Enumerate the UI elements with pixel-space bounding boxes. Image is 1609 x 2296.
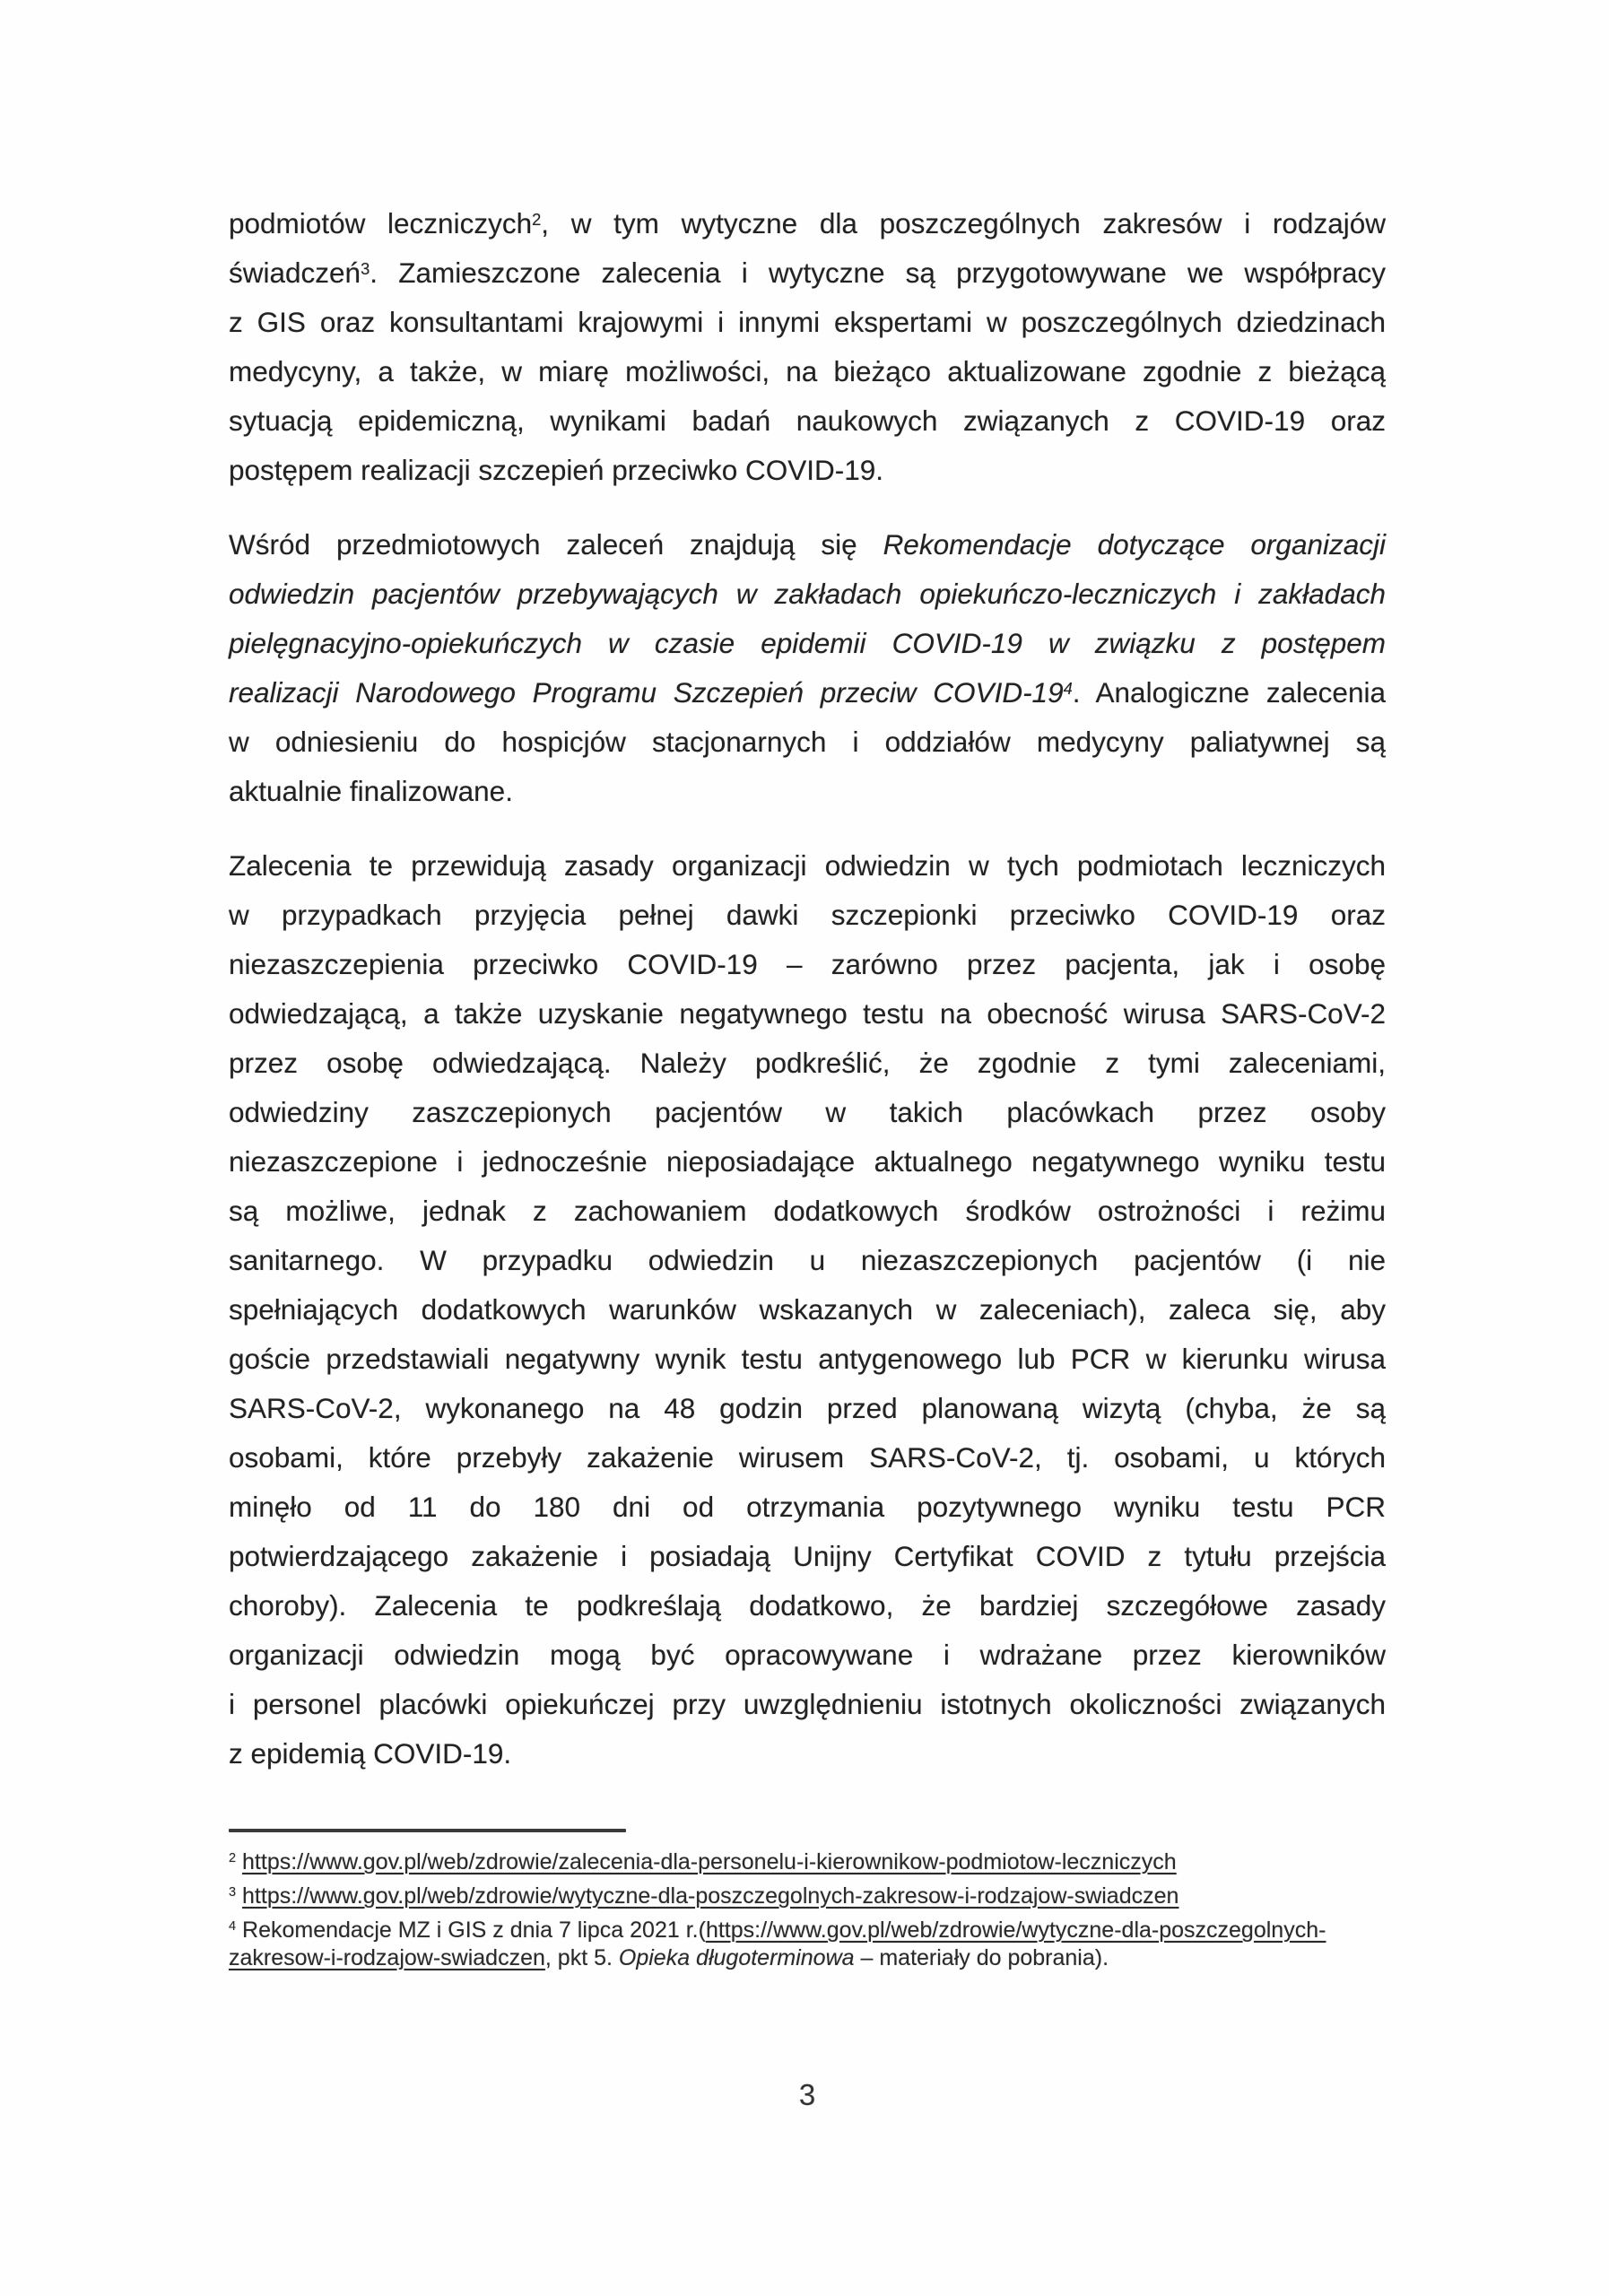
text-line [229, 1483, 1386, 1532]
footnote-ref: 3 [229, 1885, 237, 1900]
paragraph [229, 520, 1386, 816]
text-line [229, 199, 1386, 248]
footnotes [229, 1848, 1386, 1979]
text-segment: sytuacją epidemiczną, wynikami badań naukowych związanych z COVID-19 oraz [229, 404, 1386, 437]
text-line [229, 841, 1386, 891]
text-segment: potwierdzającego zakażenie i posiadają Unijny Certyfikat COVID z tytułu przejścia [229, 1540, 1386, 1572]
text-line [229, 619, 1386, 668]
text-line [229, 989, 1386, 1039]
text-line [229, 718, 1386, 767]
text-line [229, 446, 1386, 495]
paragraph [229, 841, 1386, 1779]
text-line [229, 940, 1386, 989]
text-segment: osobami, które przebyły zakażenie wirusem SARS-CoV-2, tj. osobami, u których [229, 1441, 1386, 1474]
text-segment: , pkt 5. [544, 1945, 619, 1970]
text-line [229, 520, 1386, 570]
body-text [229, 199, 1386, 1804]
footnote-line [229, 1848, 1386, 1876]
text-segment: realizacji Narodowego Programu Szczepień przeciw COVID-19 [229, 676, 1064, 709]
text-segment [236, 1849, 242, 1874]
text-segment: Opieka długoterminowa [618, 1945, 855, 1970]
text-segment: . Analogiczne zalecenia [1072, 676, 1386, 709]
text-segment: goście przedstawiali negatywny wynik testu antygenowego lub PCR w kierunku wirusa [229, 1343, 1386, 1375]
text-segment: SARS-CoV-2, wykonanego na 48 godzin przed planowaną wizytą (chyba, że są [229, 1392, 1386, 1424]
footnote-divider [229, 1829, 626, 1832]
footnote-ref: 2 [532, 209, 542, 229]
text-segment: aktualnie finalizowane. [229, 775, 513, 807]
text-line [229, 1088, 1386, 1137]
text-segment: choroby). Zalecenia te podkreślają dodatkowo, że bardziej szczegółowe zasady [229, 1589, 1386, 1622]
text-segment: odwiedzającą, a także uzyskanie negatywnego testu na obecność wirusa SARS-CoV-2 [229, 997, 1386, 1030]
footnote-ref: 2 [229, 1851, 237, 1866]
text-line [229, 1236, 1386, 1285]
footnote-line [229, 1883, 1386, 1910]
text-segment: medycyny, a także, w miarę możliwości, na bieżąco aktualizowane zgodnie z bieżącą [229, 355, 1386, 387]
text-segment: z epidemią COVID-19. [229, 1737, 512, 1770]
text-line [229, 1433, 1386, 1483]
footnote-link[interactable]: zakresow-i-rodzajow-swiadczen [229, 1945, 545, 1970]
text-line [229, 1384, 1386, 1433]
footnote [229, 1848, 1386, 1876]
text-segment: Wśród przedmiotowych zaleceń znajdują się [229, 528, 883, 561]
footnote-line [229, 1917, 1386, 1944]
text-line [229, 347, 1386, 396]
text-segment: są możliwe, jednak z zachowaniem dodatkowych środków ostrożności i reżimu [229, 1195, 1386, 1227]
text-line [229, 1581, 1386, 1631]
text-segment: Rekomendacje dotyczące organizacji [883, 528, 1386, 561]
text-line [229, 891, 1386, 940]
text-segment: odwiedzin pacjentów przebywających w zakładach opiekuńczo-leczniczych i zakładach [229, 578, 1386, 610]
text-segment: – materiały do pobrania). [854, 1945, 1109, 1970]
text-segment: sanitarnego. W przypadku odwiedzin u niezaszczepionych pacjentów (i nie [229, 1244, 1386, 1276]
text-line [229, 298, 1386, 347]
text-line [229, 1532, 1386, 1581]
text-line [229, 1631, 1386, 1680]
text-line [229, 668, 1386, 718]
text-segment: organizacji odwiedzin mogą być opracowywane i wdrażane przez kierowników [229, 1639, 1386, 1671]
footnote [229, 1917, 1386, 1972]
text-segment: w odniesieniu do hospicjów stacjonarnych i oddziałów medycyny paliatywnej są [229, 726, 1386, 758]
text-segment: odwiedziny zaszczepionych pacjentów w takich placówkach przez osoby [229, 1096, 1386, 1128]
text-line [229, 248, 1386, 298]
text-segment: pielęgnacyjno-opiekuńczych w czasie epidemii COVID-19 w związku z postępem [229, 627, 1386, 659]
text-segment: i personel placówki opiekuńczej przy uwzględnieniu istotnych okoliczności związanych [229, 1688, 1386, 1720]
footnote-link[interactable]: https://www.gov.pl/web/zdrowie/wytyczne-dla-poszczegolnych-zakresow-i-rodzajow-swiadczen [242, 1883, 1179, 1909]
footnote-line [229, 1944, 1386, 1972]
footnote-link[interactable]: https://www.gov.pl/web/zdrowie/zalecenia-dla-personelu-i-kierownikow-podmiotow-leczniczych [242, 1849, 1177, 1874]
text-segment: podmiotów leczniczych [229, 207, 533, 239]
text-segment: w przypadkach przyjęcia pełnej dawki szczepionki przeciwko COVID-19 oraz [229, 899, 1386, 931]
footnote-ref: 4 [1063, 678, 1073, 698]
footnote [229, 1883, 1386, 1910]
text-segment: Zalecenia te przewidują zasady organizacji odwiedzin w tych podmiotach leczniczych [229, 849, 1386, 882]
text-line [229, 1729, 1386, 1779]
text-segment: postępem realizacji szczepień przeciwko COVID-19. [229, 454, 884, 486]
page-number: 3 [798, 2078, 816, 2111]
text-line [229, 1039, 1386, 1088]
footnote-ref: 4 [229, 1919, 237, 1935]
text-segment: , w tym wytyczne dla poszczególnych zakresów i rodzajów [541, 207, 1386, 239]
text-segment: przez osobę odwiedzającą. Należy podkreślić, że zgodnie z tymi zaleceniami, [229, 1047, 1386, 1079]
text-line [229, 1137, 1386, 1187]
text-segment: . Zamieszczone zalecenia i wytyczne są przygotowywane we współpracy [370, 257, 1386, 289]
text-segment: spełniających dodatkowych warunków wskazanych w zaleceniach), zaleca się, aby [229, 1293, 1386, 1326]
text-segment: niezaszczepienia przeciwko COVID-19 – zarówno przez pacjenta, jak i osobę [229, 948, 1386, 980]
footnote-link[interactable]: https://www.gov.pl/web/zdrowie/wytyczne-dla-poszczegolnych- [705, 1918, 1326, 1943]
text-segment: Rekomendacje MZ i GIS z dnia 7 lipca 2021 r.( [236, 1918, 706, 1943]
text-line [229, 396, 1386, 446]
text-line [229, 767, 1386, 816]
footnote-ref: 3 [361, 258, 370, 278]
text-segment [236, 1883, 242, 1909]
text-segment: z GIS oraz konsultantami krajowymi i innymi ekspertami w poszczególnych dziedzinach [229, 306, 1386, 338]
text-line [229, 1187, 1386, 1236]
text-line [229, 1680, 1386, 1729]
text-line [229, 1285, 1386, 1335]
text-segment: niezaszczepione i jednocześnie nieposiadające aktualnego negatywnego wyniku testu [229, 1145, 1386, 1178]
text-segment: minęło od 11 do 180 dni od otrzymania pozytywnego wyniku testu PCR [229, 1491, 1386, 1523]
text-line [229, 1335, 1386, 1384]
paragraph [229, 199, 1386, 495]
text-segment: świadczeń [229, 257, 361, 289]
text-line [229, 570, 1386, 619]
